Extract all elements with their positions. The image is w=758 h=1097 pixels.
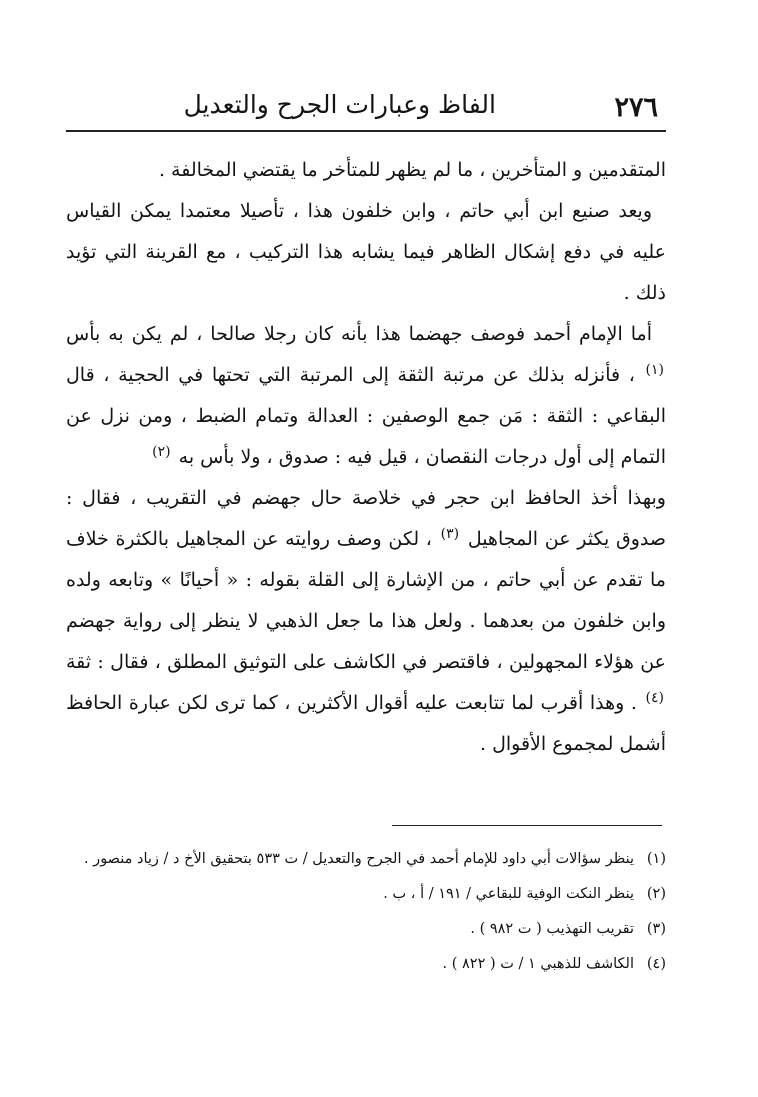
footnote-text: تقريب التهذيب ( ت ٩٨٢ ) .	[470, 921, 634, 937]
footnote-text: ينظر النكت الوفية للبقاعي / ١٩١ / أ ، ب .	[383, 886, 634, 902]
footnote-text: ينظر سؤالات أبي داود للإمام أحمد في الجرح والتعديل / ت ٥٣٣ بتحقيق الأخ د / زياد منصور .	[83, 851, 634, 867]
paragraph	[66, 314, 666, 478]
text-segment: ، فأنزله بذلك عن مرتبة الثقة إلى المرتبة التي تحتها في الحجية ، قال البقاعي : الثقة : مَن جمع الوصفين : العدالة وتمام الضبط ، ومن نزل عن التمام إلى أول درجات النقصان ، قيل فيه : صدوق ، ولا بأس به	[66, 364, 666, 468]
footnote-number: (٢)	[646, 886, 666, 902]
paragraph	[66, 150, 666, 191]
footnote-separator	[392, 825, 662, 826]
footnote-item	[66, 951, 666, 977]
footnote-item	[66, 916, 666, 942]
footnote-item	[66, 881, 666, 907]
footnote-reference: (٣)	[440, 525, 460, 542]
footnote-reference: (١)	[645, 361, 664, 378]
footnote-number: (٤)	[646, 956, 666, 972]
paragraph	[66, 191, 666, 314]
page-header	[66, 82, 666, 132]
footnote-number: (١)	[646, 851, 666, 867]
paragraph	[66, 478, 666, 765]
text-segment: ويعد صنيع ابن أبي حاتم ، وابن خلفون هذا ، تأصيلا معتمدا يمكن القياس عليه في دفع إشكال الظاهر فيما يشابه هذا التركيب ، مع القرينة التي تؤيد ذلك .	[66, 200, 666, 304]
page-number: ٢٧٦	[614, 92, 658, 123]
text-segment: . وهذا أقرب لما تتابعت عليه أقوال الأكثرين ، كما ترى لكن عبارة الحافظ أشمل لمجموع الأقوال .	[66, 692, 666, 755]
footnote-text: الكاشف للذهبي ١ / ت ( ٨٢٢ ) .	[442, 956, 634, 972]
text-segment: أما الإمام أحمد فوصف جهضما هذا بأنه كان رجلا صالحا ، لم يكن به بأس	[66, 323, 652, 345]
text-segment: ، لكن وصف روايته عن المجاهيل بالكثرة خلاف ما تقدم عن أبي حاتم ، من الإشارة إلى القلة بقوله : « أحيانًا » وتابعه ولده وابن خلفون من بعدهما . ولعل هذا ما جعل الذهبي لا ينظر إلى رواية جهضم عن هؤلاء المجهولين ، فاقتصر في الكاشف على التوثيق المطلق ، فقال : ثقة	[66, 528, 666, 673]
header-rule	[66, 130, 666, 132]
running-title: الفاظ وعبارات الجرح والتعديل	[183, 90, 496, 119]
footnotes	[66, 846, 666, 986]
footnote-item	[66, 846, 666, 872]
footnote-reference: (٤)	[645, 689, 664, 706]
main-text	[66, 150, 666, 765]
footnote-reference: (٢)	[152, 443, 171, 460]
text-segment: وبهذا أخذ الحافظ ابن حجر في خلاصة حال جهضم في التقريب ، فقال : صدوق يكثر عن المجاهيل	[66, 487, 666, 550]
footnote-number: (٣)	[646, 921, 666, 937]
text-segment: المتقدمين و المتأخرين ، ما لم يظهر للمتأخر ما يقتضي المخالفة .	[158, 159, 666, 181]
